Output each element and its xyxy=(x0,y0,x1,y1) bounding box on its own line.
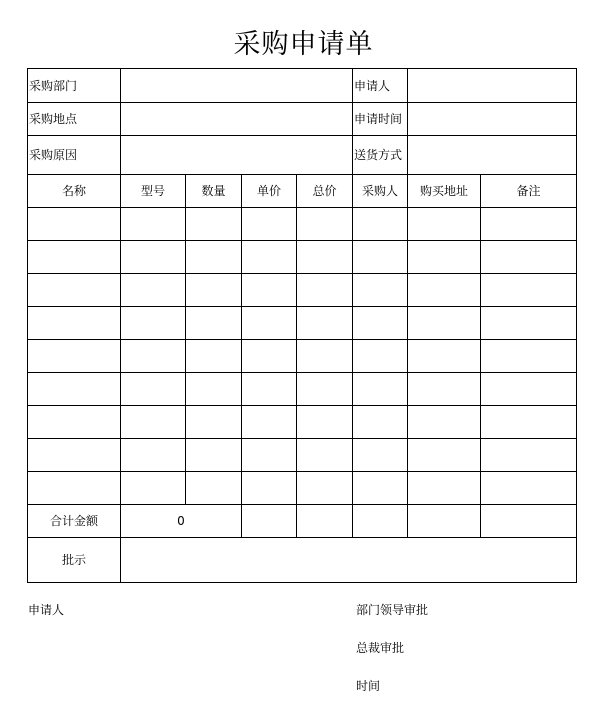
table-cell[interactable] xyxy=(242,340,297,373)
label-delivery-method: 送货方式 xyxy=(353,136,408,175)
table-cell[interactable] xyxy=(28,472,121,505)
table-row xyxy=(28,208,577,241)
table-cell[interactable] xyxy=(121,241,186,274)
table-cell[interactable] xyxy=(186,340,242,373)
table-row xyxy=(28,373,577,406)
header-info-table xyxy=(27,68,577,175)
table-cell[interactable] xyxy=(28,241,121,274)
table-cell[interactable] xyxy=(297,472,353,505)
total-amount-value: 0 xyxy=(121,505,242,538)
table-cell[interactable] xyxy=(186,406,242,439)
table-cell[interactable] xyxy=(121,307,186,340)
column-header: 数量 xyxy=(186,175,242,208)
header-row-department xyxy=(28,69,577,103)
table-cell[interactable] xyxy=(481,505,577,538)
table-cell[interactable] xyxy=(297,373,353,406)
column-header: 备注 xyxy=(481,175,577,208)
table-cell[interactable] xyxy=(242,208,297,241)
total-amount-label: 合计金额 xyxy=(28,505,121,538)
table-cell[interactable] xyxy=(242,307,297,340)
table-cell[interactable] xyxy=(242,274,297,307)
table-cell[interactable] xyxy=(481,472,577,505)
table-cell[interactable] xyxy=(408,406,481,439)
footer-dept-approval-label: 部门领导审批 xyxy=(356,603,429,617)
table-cell[interactable] xyxy=(408,241,481,274)
table-cell[interactable] xyxy=(186,241,242,274)
table-cell[interactable] xyxy=(121,439,186,472)
table-cell[interactable] xyxy=(242,472,297,505)
table-cell[interactable] xyxy=(353,274,408,307)
column-header: 名称 xyxy=(28,175,121,208)
column-header: 购买地址 xyxy=(408,175,481,208)
table-cell[interactable] xyxy=(186,373,242,406)
table-cell[interactable] xyxy=(242,406,297,439)
table-cell[interactable] xyxy=(408,274,481,307)
table-cell[interactable] xyxy=(186,208,242,241)
table-cell[interactable] xyxy=(408,307,481,340)
table-cell[interactable] xyxy=(353,472,408,505)
table-cell[interactable] xyxy=(297,241,353,274)
table-cell[interactable] xyxy=(297,340,353,373)
table-cell[interactable] xyxy=(481,340,577,373)
table-cell[interactable] xyxy=(28,274,121,307)
table-cell[interactable] xyxy=(121,208,186,241)
table-cell[interactable] xyxy=(28,340,121,373)
form-title: 采购申请单 xyxy=(233,29,374,60)
table-cell[interactable] xyxy=(297,274,353,307)
table-cell[interactable] xyxy=(28,307,121,340)
footer-ceo-approval-label: 总裁审批 xyxy=(356,641,405,655)
purchase-location-field[interactable] xyxy=(121,103,353,136)
table-cell[interactable] xyxy=(297,406,353,439)
table-cell[interactable] xyxy=(28,439,121,472)
table-cell[interactable] xyxy=(242,241,297,274)
table-cell[interactable] xyxy=(408,505,481,538)
table-row xyxy=(28,340,577,373)
column-header: 型号 xyxy=(121,175,186,208)
table-row xyxy=(28,274,577,307)
table-cell[interactable] xyxy=(481,439,577,472)
header-row-reason xyxy=(28,136,577,175)
table-cell[interactable] xyxy=(408,439,481,472)
label-purchase-reason: 采购原因 xyxy=(28,136,121,175)
table-cell[interactable] xyxy=(28,406,121,439)
table-row xyxy=(28,472,577,505)
table-cell[interactable] xyxy=(353,340,408,373)
table-cell[interactable] xyxy=(353,406,408,439)
table-cell[interactable] xyxy=(408,373,481,406)
column-header: 单价 xyxy=(242,175,297,208)
table-cell[interactable] xyxy=(28,373,121,406)
footer-applicant-label: 申请人 xyxy=(28,603,65,617)
table-cell[interactable] xyxy=(408,208,481,241)
label-purchase-department: 采购部门 xyxy=(28,69,121,103)
column-header: 采购人 xyxy=(353,175,408,208)
table-cell[interactable] xyxy=(408,472,481,505)
label-purchase-location: 采购地点 xyxy=(28,103,121,136)
applicant-field[interactable] xyxy=(408,69,577,103)
delivery-method-field[interactable] xyxy=(408,136,577,175)
table-cell[interactable] xyxy=(121,373,186,406)
table-cell[interactable] xyxy=(353,439,408,472)
table-cell[interactable] xyxy=(297,208,353,241)
total-row xyxy=(28,505,577,538)
table-cell[interactable] xyxy=(481,208,577,241)
table-row xyxy=(28,439,577,472)
table-cell[interactable] xyxy=(408,340,481,373)
table-cell[interactable] xyxy=(353,373,408,406)
table-cell[interactable] xyxy=(28,208,121,241)
table-cell[interactable] xyxy=(481,373,577,406)
table-cell[interactable] xyxy=(186,439,242,472)
footer-time-label: 时间 xyxy=(356,679,381,693)
application-time-field[interactable] xyxy=(408,103,577,136)
header-row-location xyxy=(28,103,577,136)
table-cell[interactable] xyxy=(353,505,408,538)
table-cell[interactable] xyxy=(481,241,577,274)
table-cell[interactable] xyxy=(121,472,186,505)
table-cell[interactable] xyxy=(353,241,408,274)
table-cell[interactable] xyxy=(121,340,186,373)
table-cell[interactable] xyxy=(297,505,353,538)
purchase-reason-field[interactable] xyxy=(121,136,353,175)
table-cell[interactable] xyxy=(353,208,408,241)
table-cell[interactable] xyxy=(242,373,297,406)
remark-row xyxy=(28,538,577,583)
table-cell[interactable] xyxy=(297,439,353,472)
table-cell[interactable] xyxy=(353,307,408,340)
table-row xyxy=(28,241,577,274)
table-cell[interactable] xyxy=(481,274,577,307)
table-row xyxy=(28,307,577,340)
table-cell[interactable] xyxy=(481,307,577,340)
table-cell[interactable] xyxy=(481,406,577,439)
table-cell[interactable] xyxy=(121,406,186,439)
column-header: 总价 xyxy=(297,175,353,208)
table-cell[interactable] xyxy=(186,274,242,307)
table-cell[interactable] xyxy=(186,472,242,505)
remark-label: 批示 xyxy=(28,538,121,583)
table-cell[interactable] xyxy=(297,307,353,340)
table-cell[interactable] xyxy=(242,439,297,472)
table-cell[interactable] xyxy=(242,505,297,538)
table-row xyxy=(28,406,577,439)
items-table xyxy=(27,174,577,583)
remark-field[interactable] xyxy=(121,538,577,583)
table-cell[interactable] xyxy=(121,274,186,307)
column-header-row xyxy=(28,175,577,208)
table-cell[interactable] xyxy=(186,307,242,340)
label-application-time: 申请时间 xyxy=(353,103,408,136)
label-applicant: 申请人 xyxy=(353,69,408,103)
purchase-department-field[interactable] xyxy=(121,69,353,103)
